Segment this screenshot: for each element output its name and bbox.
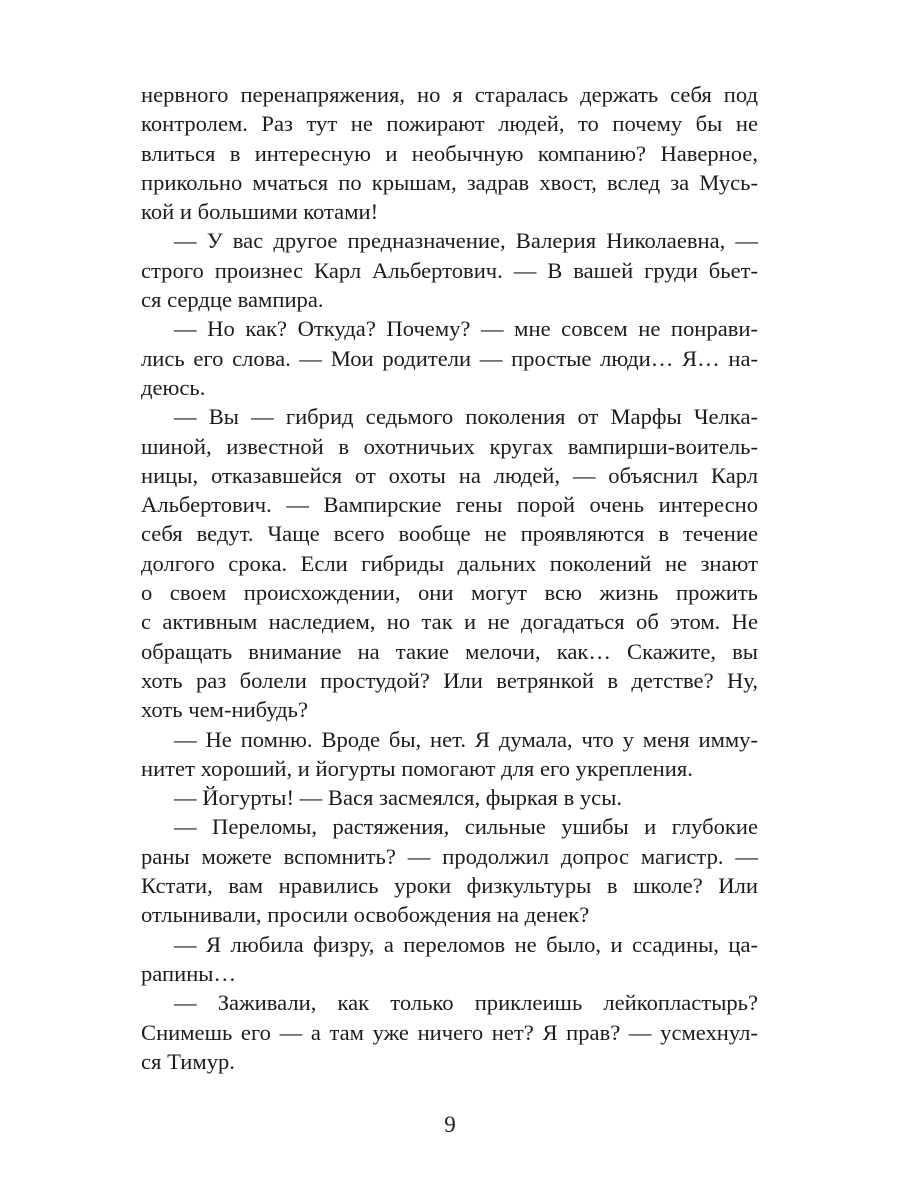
text-line: кой и большими котами!: [141, 199, 379, 225]
text-line: — Переломы, растяжения, сильные ушибы и глубокие: [174, 814, 758, 840]
text-line: — Заживали, как только приклеишь лейкопластырь?: [174, 990, 758, 1016]
text-line: Кстати, вам нравились уроки физкультуры в школе? Или: [141, 873, 758, 899]
book-page-text: [141, 80, 758, 1180]
text-line: — Но как? Откуда? Почему? — мне совсем не понрави-: [174, 316, 758, 342]
text-line: шиной, известной в охотничьих кругах вампирши-воитель-: [141, 433, 758, 459]
text-line: нитет хороший, и йогурты помогают для его укрепления.: [141, 755, 693, 781]
text-line: лись его слова. — Мои родители — простые люди… Я… на-: [141, 345, 758, 371]
text-line: ся Тимур.: [141, 1048, 235, 1074]
text-line: ницы, отказавшейся от охоты на людей, — объяснил Карл: [141, 462, 758, 488]
text-line: контролем. Раз тут не пожирают людей, то почему бы не: [141, 111, 758, 137]
text-line: Снимешь его — а там уже ничего нет? Я прав? — усмехнул-: [141, 1019, 758, 1045]
text-line: раны можете вспомнить? — продолжил допрос магистр. —: [141, 843, 758, 869]
text-line: с активным наследием, но так и не догадаться об этом. Не: [141, 609, 758, 635]
text-line: о своем происхождении, они могут всю жизнь прожить: [141, 580, 758, 606]
text-line: — Йогурты! — Вася засмеялся, фыркая в усы.: [174, 785, 623, 811]
text-line: строго произнес Карл Альбертович. — В вашей груди бьет-: [141, 257, 758, 283]
text-line: прикольно мчаться по крышам, задрав хвост, вслед за Мусь-: [141, 169, 758, 195]
text-line: ся сердце вампира.: [141, 287, 324, 313]
text-line: — Не помню. Вроде бы, нет. Я думала, что у меня имму-: [174, 726, 758, 752]
text-line: — У вас другое предназначение, Валерия Николаевна, —: [174, 228, 758, 254]
text-line: нервного перенапряжения, но я старалась держать себя под: [141, 82, 758, 107]
text-line: Альбертович. — Вампирские гены порой очень интересно: [141, 492, 758, 518]
text-line: деюсь.: [141, 374, 206, 400]
text-line: влиться в интересную и необычную компанию? Наверное,: [141, 140, 758, 166]
text-line: отлынивали, просили освобождения на денек?: [141, 902, 590, 928]
text-line: рапины…: [141, 960, 237, 986]
text-line: — Вы — гибрид седьмого поколения от Марфы Челка-: [174, 404, 758, 430]
text-line: долгого срока. Если гибриды дальних поколений не знают: [141, 550, 758, 576]
text-line: хоть чем-нибудь?: [141, 697, 308, 723]
text-line: обращать внимание на такие мелочи, как… Скажите, вы: [141, 638, 758, 664]
text-line: себя ведут. Чаще всего вообще не проявляются в течение: [141, 521, 758, 547]
text-line: хоть раз болели простудой? Или ветрянкой в детстве? Ну,: [141, 667, 758, 693]
text-line: — Я любила физру, а переломов не было, и ссадины, ца-: [174, 931, 758, 957]
page-number: 9: [444, 1112, 456, 1137]
